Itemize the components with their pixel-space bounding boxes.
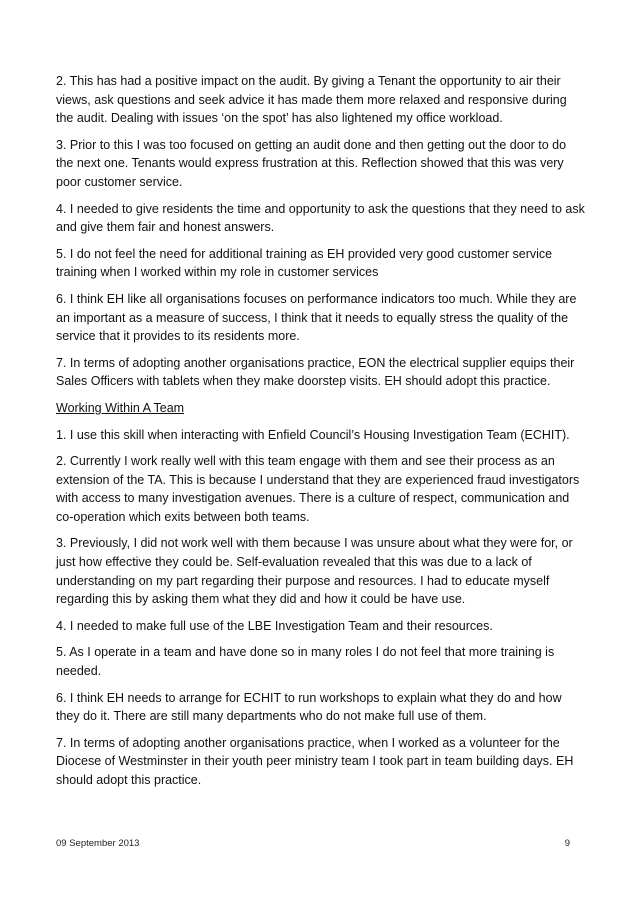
page-footer [56, 838, 570, 849]
document-body [56, 72, 586, 798]
paragraph-5: 5. I do not feel the need for additional training as EH provided very good customer service training when I worked within my role in customer services [56, 246, 553, 280]
footer-date: 09 September 2013 [56, 838, 140, 849]
paragraph-6: 6. I think EH like all organisations focuses on performance indicators too much. While they are an important as a measure of success, I think that it needs to equally stress the quality of the service that it provides to its residents more. [56, 291, 577, 344]
team-paragraph-6: 6. I think EH needs to arrange for ECHIT to run workshops to explain what they do and how they do it. There are still many departments who do not make full use of them. [56, 690, 562, 724]
team-paragraph-4: 4. I needed to make full use of the LBE Investigation Team and their resources. [56, 618, 493, 633]
team-paragraph-2: 2. Currently I work really well with this team engage with them and see their process as an extension of the TA. This is because I understand that they are experienced fraud investigators with access to many investigation avenues. There is a culture of respect, communication and co-operation which exits between both teams. [56, 454, 580, 524]
paragraph-3: 3. Prior to this I was too focused on getting an audit done and then getting out the door to do the next one. Tenants would express frustration at this. Reflection showed that this was very poor customer service. [56, 137, 567, 189]
team-paragraph-1: 1. I use this skill when interacting with Enfield Council’s Housing Investigation Team (ECHIT). [56, 427, 570, 442]
team-paragraph-7: 7. In terms of adopting another organisations practice, when I worked as a volunteer for the Diocese of Westminster in their youth peer ministry team I took part in team building days. EH should adopt this practice. [56, 735, 574, 787]
team-paragraph-5: 5. As I operate in a team and have done so in many roles I do not feel that more training is needed. [56, 645, 555, 679]
paragraph-4: 4. I needed to give residents the time and opportunity to ask the questions that they need to ask and give them fair and honest answers. [56, 201, 585, 235]
team-paragraph-3: 3. Previously, I did not work well with them because I was unsure about what they were for, or just how effective they could be. Self-evaluation revealed that this was due to a lack of understanding on my part regarding their purpose and resources. I had to educate myself regarding this by asking them what they did and how it could be have use. [56, 536, 573, 607]
footer-page-number: 9 [564, 838, 570, 849]
paragraph-7: 7. In terms of adopting another organisations practice, EON the electrical supplier equips their Sales Officers with tablets when they make doorstep visits. EH should adopt this practice. [56, 355, 575, 389]
section-heading-teamwork: Working Within A Team [56, 400, 185, 415]
paragraph-2: 2. This has had a positive impact on the audit. By giving a Tenant the opportunity to air their views, ask questions and seek advice it has made them more relaxed and responsive during the audit. Dealing with issues ‘on the spot’ has also lightened my office workload. [56, 74, 567, 126]
